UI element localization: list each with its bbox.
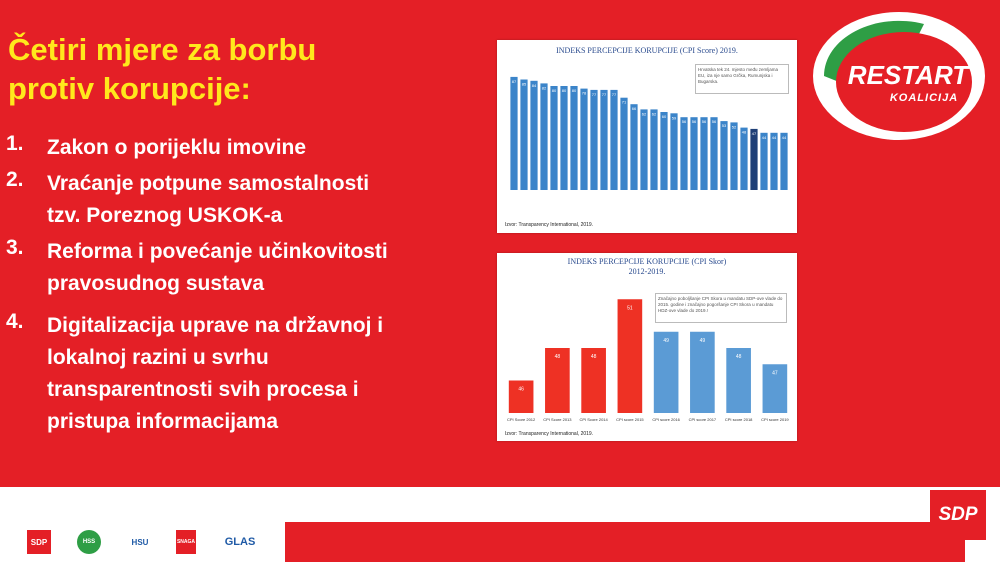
bar <box>770 133 777 190</box>
bar <box>650 109 657 190</box>
bar-value-label: 78 <box>581 90 587 96</box>
measure-number: 1. <box>6 132 24 155</box>
bar <box>740 128 747 190</box>
bar <box>560 86 567 190</box>
chart-title: INDEKS PERCEPCIJE KORUPCIJE (CPI Score) 2019. <box>556 46 738 55</box>
bar-value-label: 80 <box>551 88 557 93</box>
bar-value-label: 56 <box>681 119 687 125</box>
bar-value-label: 44 <box>781 134 787 140</box>
bar <box>690 332 715 413</box>
measure-text <box>47 132 477 164</box>
footer-logo-glas: GLAS <box>224 536 256 548</box>
sdp-logo: SDP <box>930 490 986 540</box>
bar-value-label: 62 <box>651 111 657 117</box>
bar <box>654 332 679 413</box>
bar <box>700 117 707 190</box>
bar <box>720 121 727 190</box>
footer-logo-sdp: SDP <box>27 530 51 554</box>
chart-note: Značajno poboljšanje CPI Skora u mandatu SDP-ove vlade do 2015. godine i značajno pogoršanje CPI Skora u mandatu HDZ-ove vlade do 2019.! <box>655 293 787 323</box>
chart-source: Izvor: Transparency International, 2019. <box>505 222 594 228</box>
bar-value-label: 85 <box>521 81 527 87</box>
bar-value-label: 82 <box>541 85 547 91</box>
bar <box>640 109 647 190</box>
measure-line: Zakon o porijeklu imovine <box>47 136 307 159</box>
bar-value-label: 87 <box>511 78 517 84</box>
bar-value-label: 47 <box>751 130 757 136</box>
bar-value-label: 77 <box>611 91 617 97</box>
bar <box>710 117 717 190</box>
bar-value-label: 56 <box>691 119 697 125</box>
restart-logo-sub: KOALICIJA <box>889 92 959 104</box>
bar <box>630 104 637 190</box>
bar-value-label: 48 <box>741 129 747 135</box>
measure-line: lokalnoj razini u svrhu <box>47 346 269 369</box>
category-tick-label: CPI score 2015 <box>616 417 644 422</box>
bar <box>690 117 697 190</box>
category-tick-label: CPI score 2019 <box>761 417 789 422</box>
measure-number: 4. <box>6 310 24 333</box>
bar-value-label: 56 <box>711 119 717 125</box>
bar-value-label: 52 <box>731 124 737 130</box>
footer-logo-hsu: HSU <box>131 537 149 547</box>
category-tick-label: CPI Score 2013 <box>543 417 572 422</box>
bar-value-label: 47 <box>772 370 778 377</box>
footer-logo-hss: HSS <box>77 530 101 554</box>
measure-text <box>47 310 477 438</box>
bar <box>660 112 667 190</box>
bar-value-label: 59 <box>671 115 677 121</box>
bar-value-label: 48 <box>554 354 561 360</box>
bar-value-label: 80 <box>571 88 577 93</box>
measure-text <box>47 168 477 232</box>
measure-number: 2. <box>6 168 24 191</box>
cpi-2012-2019-chart <box>497 253 797 441</box>
bar-value-label: 56 <box>701 119 707 125</box>
bar <box>510 77 517 190</box>
bar-value-label: 51 <box>627 305 633 312</box>
slide-title-line-2: protiv korupcije: <box>8 71 251 106</box>
category-tick-label: CPI Score 2014 <box>579 417 608 422</box>
measure-text <box>47 236 477 300</box>
measure-line: pristupa informacijama <box>47 410 279 433</box>
bar-value-label: 84 <box>531 82 537 88</box>
bar-value-label: 80 <box>561 88 567 93</box>
restart-logo-name: RESTART <box>847 60 969 90</box>
bar-value-label: 60 <box>661 114 667 119</box>
category-tick-label: CPI score 2017 <box>688 417 717 422</box>
bar-value-label: 77 <box>591 91 597 97</box>
bar <box>520 80 527 191</box>
bar-value-label: 46 <box>518 386 524 393</box>
bar-value-label: 48 <box>735 354 742 360</box>
bar-value-label: 49 <box>699 337 706 344</box>
measure-line: transparentnosti svih procesa i <box>47 378 359 401</box>
bar-value-label: 62 <box>641 111 647 117</box>
bar-value-label: 77 <box>601 91 607 97</box>
bar <box>570 86 577 190</box>
cpi-2019-chart-panel <box>497 40 797 233</box>
footer-logo-snaga: SNAGA <box>176 530 196 554</box>
restart-koalicija-logo <box>804 4 994 144</box>
slide-title <box>8 30 478 108</box>
bar <box>580 89 587 190</box>
bar <box>680 117 687 190</box>
bar-value-label: 66 <box>631 106 637 112</box>
chart-note: Hrvatska tek 24. mjesto među zemljama EU, iza nje samo Grčka, Rumunjska i Bugarska. <box>695 64 789 94</box>
chart-subtitle: 2012-2019. <box>628 267 666 276</box>
bar <box>760 133 767 190</box>
cpi-2012-2019-chart-panel <box>497 253 797 441</box>
measure-number: 3. <box>6 236 24 259</box>
bar-value-label: 44 <box>771 134 777 140</box>
bar <box>540 83 547 190</box>
category-tick-label: CPI Score 2012 <box>507 417 536 422</box>
bar <box>618 299 643 413</box>
bar-value-label: 71 <box>621 99 627 105</box>
chart-title: INDEKS PERCEPCIJE KORUPCIJE (CPI Skor) <box>567 257 727 266</box>
slide-title-line-1: Četiri mjere za borbu <box>8 32 317 67</box>
measure-line: tzv. Poreznog USKOK-a <box>47 204 283 227</box>
bar-value-label: 49 <box>663 337 669 344</box>
bar <box>550 86 557 190</box>
bar <box>600 90 607 190</box>
measure-line: pravosudnog sustava <box>47 272 265 295</box>
footer-red-bar <box>285 522 965 562</box>
bar <box>530 81 537 190</box>
bar <box>590 90 597 190</box>
measure-line: Vraćanje potpune samostalnosti <box>47 172 370 195</box>
bar <box>780 133 787 190</box>
category-tick-label: CPI score 2016 <box>652 417 680 422</box>
measure-line: Reforma i povećanje učinkovitosti <box>47 240 388 263</box>
chart-source: Izvor: Transparency International, 2019. <box>505 431 594 437</box>
bar <box>610 90 617 190</box>
bar <box>670 113 677 190</box>
bar-value-label: 48 <box>590 354 597 360</box>
bar <box>620 98 627 190</box>
bar-value-label: 53 <box>721 123 727 129</box>
bar <box>750 129 757 190</box>
bar <box>730 122 737 190</box>
category-tick-label: CPI score 2018 <box>724 417 753 422</box>
bar <box>509 381 534 414</box>
measure-line: Digitalizacija uprave na državnoj i <box>47 314 384 337</box>
cpi-2019-chart <box>497 40 797 233</box>
bar-value-label: 44 <box>761 134 767 140</box>
